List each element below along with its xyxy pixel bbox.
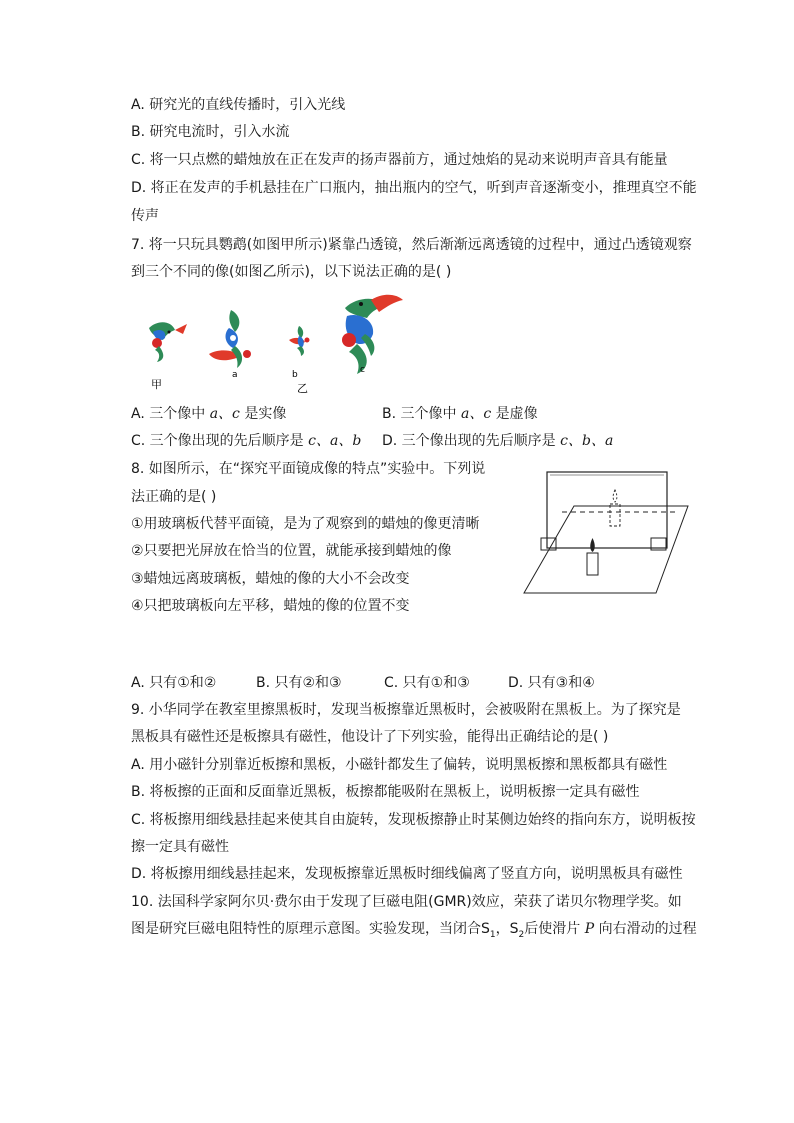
label-a: a: [232, 370, 238, 380]
q9-option-c-line2: 擦一定具有磁性: [131, 839, 229, 855]
q9-stem-line2: 黑板具有磁性还是板擦具有磁性，他设计了下列实验，能得出正确结论的是( ): [131, 729, 609, 745]
q8-statement-3: ③蜡烛远离玻璃板，蜡烛的像的大小不会改变: [131, 571, 410, 587]
q8-option-a: A. 只有①和②: [131, 675, 217, 691]
q9-option-c-line1: C. 将板擦用细线悬挂起来使其自由旋转，发现板擦静止时某侧边始终的指向东方，说明板按: [131, 812, 696, 828]
q9-option-b: B. 将板擦的正面和反面靠近黑板，板擦都能吸附在黑板上，说明板擦一定具有磁性: [131, 784, 640, 800]
label-b: b: [292, 370, 298, 380]
q7-option-b: B. 三个像中 a、c 是虚像: [382, 406, 538, 422]
q7-parrot-figure: [135, 288, 415, 398]
parrot-image-b: [289, 326, 310, 356]
q6-option-a: A. 研究光的直线传播时，引入光线: [131, 97, 346, 113]
q9-option-d: D. 将板擦用细线悬挂起来，发现板擦靠近黑板时细线偏离了竖直方向，说明黑板具有磁性: [131, 866, 683, 882]
q7-stem-line2: 到三个不同的像(如图乙所示)，以下说法正确的是( ): [131, 264, 452, 280]
q7-option-c: C. 三个像出现的先后顺序是 c、a、b: [131, 433, 362, 449]
q7-option-d: D. 三个像出现的先后顺序是 c、b、a: [382, 433, 614, 449]
label-yi: 乙: [297, 382, 308, 395]
parrot-jia-image: [149, 322, 187, 362]
q6-option-d-line1: D. 将正在发声的手机悬挂在广口瓶内，抽出瓶内的空气，听到声音逐渐变小，推理真空不能: [131, 180, 697, 196]
q10-stem-line2: 图是研究巨磁电阻特性的原理示意图。实验发现，当闭合$S_1$，$S_2$后使滑片 P 向右滑动的过程: [131, 921, 697, 940]
q10-stem-line1: 10. 法国科学家阿尔贝·费尔由于发现了巨磁电阻(GMR)效应，荣获了诺贝尔物理学奖。如: [131, 894, 682, 910]
q8-option-b: B. 只有②和③: [256, 675, 342, 691]
q8-statement-2: ②只要把光屏放在恰当的位置，就能承接到蜡烛的像: [131, 543, 452, 559]
q8-statement-4: ④只把玻璃板向左平移，蜡烛的像的位置不变: [131, 598, 410, 614]
q8-statement-1: ①用玻璃板代替平面镜，是为了观察到的蜡烛的像更清晰: [131, 516, 480, 532]
q9-option-a: A. 用小磁针分别靠近板擦和黑板，小磁针都发生了偏转，说明黑板擦和黑板都具有磁性: [131, 757, 668, 773]
q8-plane-mirror-figure: [520, 466, 692, 598]
parrot-image-c: [342, 295, 403, 374]
q8-stem-line2: 法正确的是( ): [131, 489, 217, 505]
q8-stem-line1: 8. 如图所示，在“探究平面镜成像的特点”实验中。下列说: [131, 461, 486, 477]
q6-option-c: C. 将一只点燃的蜡烛放在正在发声的扬声器前方，通过烛焰的晃动来说明声音具有能量: [131, 152, 668, 168]
parrot-image-a: [209, 310, 251, 368]
q7-stem-line1: 7. 将一只玩具鹦鹉(如图甲所示)紧靠凸透镜，然后渐渐远离透镜的过程中，通过凸透镜观察: [131, 237, 692, 253]
label-c: c: [360, 365, 365, 375]
q9-stem-line1: 9. 小华同学在教室里擦黑板时，发现当板擦靠近黑板时，会被吸附在黑板上。为了探究是: [131, 702, 681, 718]
label-jia: 甲: [151, 378, 162, 391]
q8-option-d: D. 只有③和④: [508, 675, 595, 691]
q7-option-a: A. 三个像中 a、c 是实像: [131, 406, 287, 422]
q6-option-d-line2: 传声: [131, 208, 159, 224]
q8-option-c: C. 只有①和③: [384, 675, 470, 691]
q6-option-b: B. 研究电流时，引入水流: [131, 124, 290, 140]
